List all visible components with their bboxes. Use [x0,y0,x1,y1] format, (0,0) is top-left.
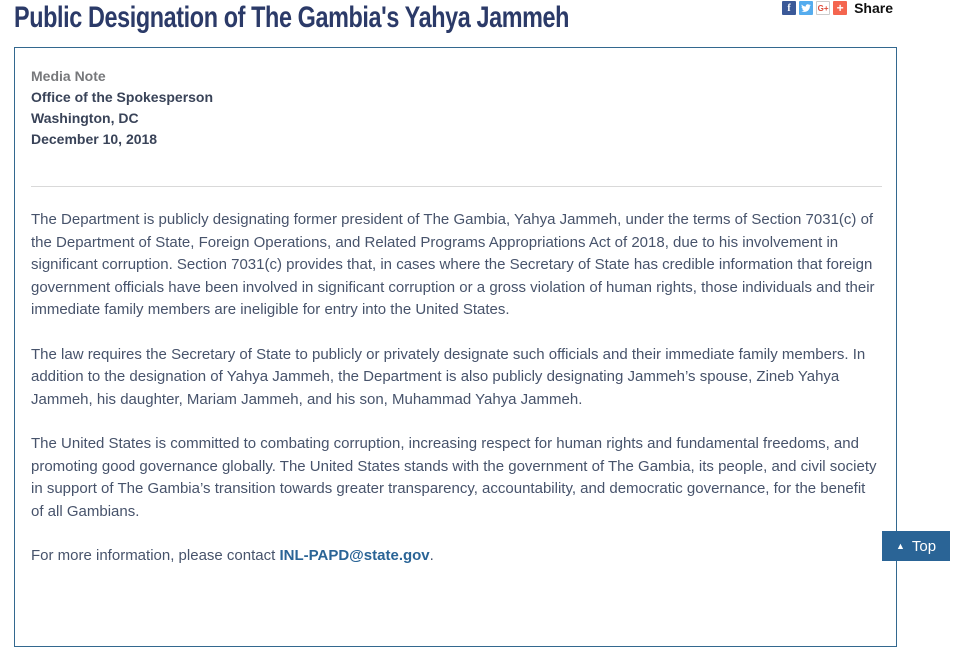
divider [31,186,882,187]
facebook-icon[interactable]: f [782,1,796,15]
contact-prefix: For more information, please contact [31,547,280,564]
note-body [31,209,882,568]
note-location: Washington, DC [31,110,139,126]
back-to-top-button[interactable] [882,531,950,561]
note-date: December 10, 2018 [31,131,158,147]
googleplus-icon[interactable]: G+ [816,1,830,15]
contact-suffix: . [429,547,434,564]
paragraph-1: The Department is publicly designating former president of The Gambia, Yahya Jammeh, under the terms of Section 7031(c) of the Department of State, Foreign Operations, and Related Programs Appropriations Act of 2018, due to his involvement in significant corruption. Section 7031(c) provides that, in cases where the Secretary of State has credible information that foreign government officials have been involved in significant corruption or a gross violation of human rights, those individuals and their immediate family members are ineligible for entry into the United States. [31,211,875,318]
up-arrow-icon: ▲ [895,540,905,551]
media-note-meta [31,66,880,150]
paragraph-2: The law requires the Secretary of State to publicly or privately designate such officials and their immediate family members. In addition to the designation of Yahya Jammeh, the Department is also publicly designating Jammeh’s spouse, Zineb Yahya Jammeh, his daughter, Mariam Jammeh, and his son, Muhammad Yahya Jammeh. [31,345,866,408]
share-bar [782,0,893,16]
paragraph-3: The United States is committed to combating corruption, increasing respect for human rights and fundamental freedoms, and promoting good governance globally. The United States stands with the government of The Gambia, its people, and civil society in support of The Gambia’s transition towards greater transparency, accountability, and democratic governance, for the benefit of all Gambians. [31,435,877,520]
share-plus-icon[interactable]: + [833,1,847,15]
top-button-label: Top [911,537,937,555]
contact-line [31,545,882,568]
note-type-label: Media Note [31,68,106,84]
note-office: Office of the Spokesperson [31,89,214,105]
page-title: Public Designation of The Gambia's Yahya Jammeh [14,1,570,34]
share-label[interactable]: Share [854,0,893,16]
contact-email-link[interactable]: INL-PAPD@state.gov [279,547,430,564]
media-note-box [14,47,897,647]
twitter-icon[interactable] [799,1,813,15]
